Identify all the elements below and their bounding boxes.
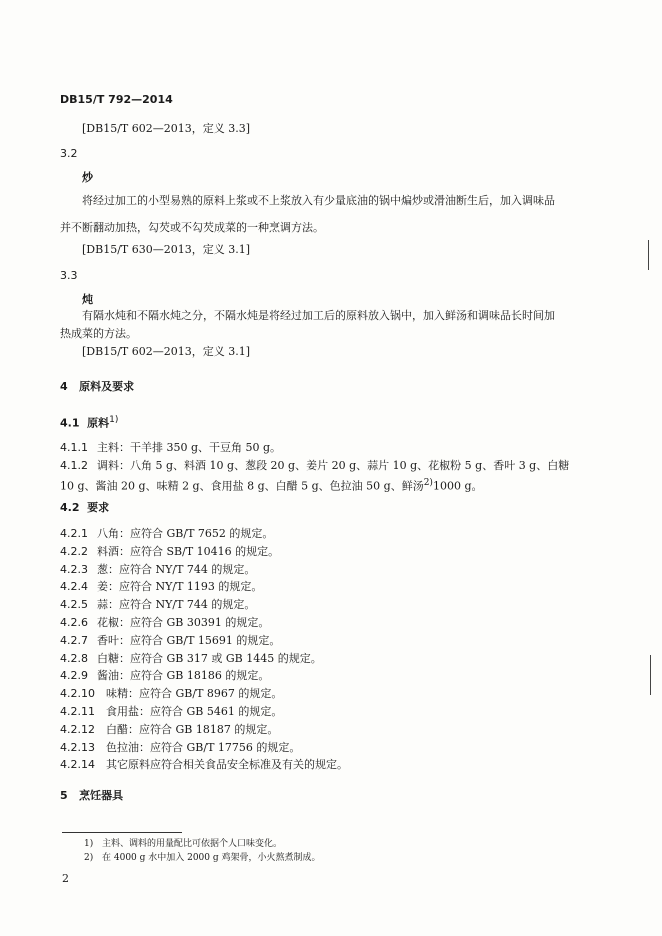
requirement-item bbox=[60, 652, 322, 666]
reference-3-1: [DB15/T 602—2013，定义 3.3] bbox=[82, 122, 251, 135]
requirement-text: 花椒：应符合 GB 30391 的规定。 bbox=[97, 616, 270, 629]
clause-3-2-number: 3.2 bbox=[60, 147, 78, 160]
requirement-number: 4.2.10 bbox=[60, 687, 95, 701]
requirement-text: 酱油：应符合 GB 18186 的规定。 bbox=[97, 669, 270, 683]
requirement-number: 4.2.14 bbox=[60, 758, 95, 772]
requirement-item bbox=[60, 616, 269, 630]
clause-4-2-title: 要求 bbox=[87, 501, 110, 514]
clause-4-1-1-number: 4.1.1 bbox=[60, 441, 88, 454]
requirement-text: 白醋：应符合 GB 18187 的规定。 bbox=[106, 722, 279, 736]
requirement-number: 4.2.4 bbox=[60, 580, 88, 594]
requirement-item bbox=[60, 598, 255, 612]
requirement-text: 白糖：应符合 GB 317 或 GB 1445 的规定。 bbox=[97, 651, 322, 665]
clause-3-2-term: 炒 bbox=[82, 171, 93, 184]
footnote-2-number: 2) bbox=[84, 853, 94, 863]
section-5-title: 烹饪器具 bbox=[79, 789, 124, 802]
section-5-number: 5 bbox=[60, 789, 68, 802]
requirement-number: 4.2.8 bbox=[60, 651, 88, 665]
requirement-number: 4.2.3 bbox=[60, 562, 88, 576]
clause-3-2-definition-line1: 将经过加工的小型易熟的原料上浆或不上浆放入有少量底油的锅中煸炒或滑油断生后，加入调味品 bbox=[82, 194, 555, 207]
section-4-number: 4 bbox=[60, 380, 68, 393]
requirement-item bbox=[60, 723, 278, 737]
clause-3-3-term: 炖 bbox=[82, 293, 93, 306]
clause-3-3-definition-line2: 热成菜的方法。 bbox=[60, 327, 137, 340]
clause-4-1-2-text-line2b: 1000 g。 bbox=[432, 479, 483, 493]
clause-4-1-2-line1 bbox=[60, 459, 569, 473]
footnote-1-text: 主料、调料的用量配比可依据个人口味变化。 bbox=[102, 839, 283, 849]
clause-3-3-number: 3.3 bbox=[60, 269, 78, 282]
requirement-number: 4.2.2 bbox=[60, 544, 88, 558]
requirement-number: 4.2.13 bbox=[60, 740, 95, 754]
footnote-ref-2: 2) bbox=[423, 478, 433, 488]
requirement-text: 姜：应符合 NY/T 1193 的规定。 bbox=[97, 580, 263, 594]
footnote-ref-1: 1) bbox=[109, 415, 119, 425]
requirement-number: 4.2.9 bbox=[60, 669, 88, 683]
clause-4-1-heading bbox=[60, 414, 118, 431]
requirement-text: 食用盐：应符合 GB 5461 的规定。 bbox=[106, 705, 283, 718]
requirement-number: 4.2.7 bbox=[60, 633, 88, 647]
clause-4-2-heading bbox=[60, 501, 109, 515]
clause-4-1-2-text-line2a: 10 g、酱油 20 g、味精 2 g、食用盐 8 g、白醋 5 g、色拉油 50 g、鲜汤 bbox=[60, 479, 424, 493]
requirement-item bbox=[60, 563, 255, 577]
footnote-divider bbox=[62, 832, 182, 833]
requirement-text: 色拉油：应符合 GB/T 17756 的规定。 bbox=[106, 740, 301, 754]
requirement-number: 4.2.5 bbox=[60, 598, 88, 612]
clause-3-3-definition-line1: 有隔水炖和不隔水炖之分，不隔水炖是将经过加工后的原料放入锅中，加入鲜汤和调味品长时间加 bbox=[82, 309, 555, 322]
requirement-item bbox=[60, 741, 300, 755]
requirement-number: 4.2.6 bbox=[60, 616, 88, 629]
requirement-item bbox=[60, 545, 279, 559]
footnote-1 bbox=[84, 838, 282, 850]
clause-4-1-1-text: 主料：干羊排 350 g、干豆角 50 g。 bbox=[97, 441, 282, 454]
clause-3-2-definition-line2: 并不断翻动加热，勾芡或不勾芡成菜的一种烹调方法。 bbox=[60, 221, 324, 234]
requirement-item bbox=[60, 580, 262, 594]
footnote-1-number: 1) bbox=[84, 839, 94, 849]
requirement-number: 4.2.12 bbox=[60, 722, 95, 736]
requirement-text: 其它原料应符合相关食品安全标准及有关的规定。 bbox=[106, 758, 348, 772]
requirement-item bbox=[60, 758, 348, 772]
clause-4-2-number: 4.2 bbox=[60, 501, 80, 514]
clause-4-1-2-text-line1: 调料：八角 5 g、料酒 10 g、葱段 20 g、姜片 20 g、蒜片 10 g、花椒粉 5 g、香叶 3 g、白糖 bbox=[97, 459, 570, 472]
section-4-title: 原料及要求 bbox=[79, 380, 135, 393]
clause-4-1-1 bbox=[60, 441, 281, 455]
scan-mark bbox=[650, 655, 651, 695]
page-number: 2 bbox=[62, 872, 69, 885]
clause-4-1-2-line2 bbox=[60, 477, 483, 494]
requirement-item bbox=[60, 634, 280, 648]
scan-mark bbox=[648, 240, 649, 270]
requirement-text: 料酒：应符合 SB/T 10416 的规定。 bbox=[97, 544, 280, 558]
footnote-2-text: 在 4000 g 水中加入 2000 g 鸡架骨，小火熬煮制成。 bbox=[102, 853, 321, 863]
clause-4-1-title: 原料 bbox=[87, 416, 110, 430]
requirement-text: 蒜：应符合 NY/T 744 的规定。 bbox=[97, 598, 256, 612]
clause-3-2-reference: [DB15/T 630—2013，定义 3.1] bbox=[82, 243, 251, 256]
requirement-item bbox=[60, 705, 282, 719]
doc-id-header: DB15/T 792—2014 bbox=[60, 93, 173, 106]
requirement-text: 香叶：应符合 GB/T 15691 的规定。 bbox=[97, 633, 281, 647]
requirement-item bbox=[60, 527, 273, 541]
clause-4-1-2-number: 4.1.2 bbox=[60, 459, 88, 472]
footnote-2 bbox=[84, 852, 321, 864]
clause-4-1-number: 4.1 bbox=[60, 416, 80, 430]
requirement-number: 4.2.11 bbox=[60, 705, 95, 718]
requirement-item bbox=[60, 669, 269, 683]
section-4-heading bbox=[60, 380, 134, 394]
requirement-item bbox=[60, 687, 282, 701]
requirement-text: 葱：应符合 NY/T 744 的规定。 bbox=[97, 562, 256, 576]
requirement-text: 八角：应符合 GB/T 7652 的规定。 bbox=[97, 527, 274, 540]
requirement-number: 4.2.1 bbox=[60, 527, 88, 540]
requirement-text: 味精：应符合 GB/T 8967 的规定。 bbox=[106, 687, 283, 701]
clause-3-3-reference: [DB15/T 602—2013，定义 3.1] bbox=[82, 345, 251, 358]
section-5-heading bbox=[60, 789, 123, 803]
